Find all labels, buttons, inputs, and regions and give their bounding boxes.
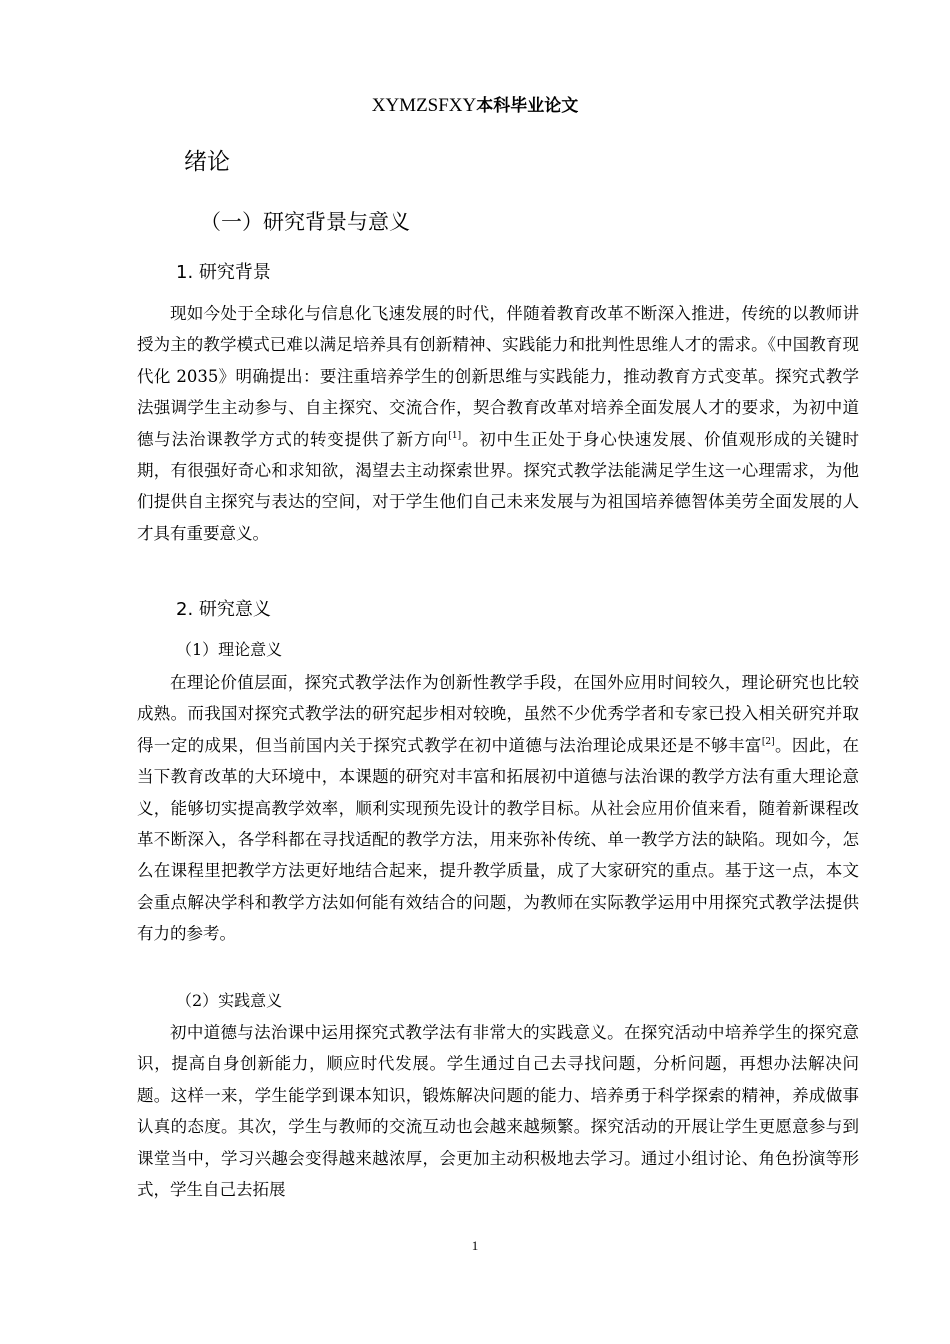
paragraph-text: 现如今处于全球化与信息化飞速发展的时代，伴随着教育改革不断深入推进，传统的以教师讲授为主的教学模式已难以满足培养具有创新精神、实践能力和批判性思维人才的需求。《中国教育现代化 2035》明确提出：要注重培养学生的创新思维与实践能力，推动教育方式变革。探究式教学法强调学生主动参与、自主探究、交流合作，契合教育改革对培养全面发展人才的要求，为初中道德与法治课教学方式的转变提供了新方向: [137, 304, 859, 449]
citation-marker: [2]: [761, 736, 775, 747]
running-header: [0, 94, 950, 118]
paragraph-theory-significance: [137, 667, 859, 950]
section-title: （一）研究背景与意义: [200, 210, 410, 234]
heading-theory-significance: （1）理论意义: [176, 640, 283, 659]
header-title: 本科毕业论文: [476, 96, 579, 116]
citation-marker: [1]: [448, 430, 462, 441]
paragraph-text: 在理论价值层面，探究式教学法作为创新性教学手段，在国外应用时间较久，理论研究也比较成熟。而我国对探究式教学法的研究起步相对较晚，虽然不少优秀学者和专家已投入相关研究并取得一定的成果，但当前国内关于探究式教学在初中道德与法治理论成果还是不够丰富: [137, 673, 859, 755]
page-number: 1: [471, 1238, 479, 1253]
paragraph-text: 。因此，在当下教育改革的大环境中，本课题的研究对丰富和拓展初中道德与法治课的教学方法有重大理论意义，能够切实提高教学效率，顺利实现预先设计的教学目标。从社会应用价值来看，随着新课程改革不断深入，各学科都在寻找适配的教学方法，用来弥补传统、单一教学方法的缺陷。现如今，怎么在课程里把教学方法更好地结合起来，提升教学质量，成了大家研究的重点。基于这一点，本文会重点解决学科和教学方法如何能有效结合的问题，为教师在实际教学运用中用探究式教学法提供有力的参考。: [137, 735, 860, 944]
subsection-title-background: 1. 研究背景: [176, 262, 271, 283]
paragraph-background: [137, 298, 859, 549]
paragraph-text: 初中道德与法治课中运用探究式教学法有非常大的实践意义。在探究活动中培养学生的探究意识，提高自身创新能力，顺应时代发展。学生通过自己去寻找问题，分析问题，再想办法解决问题。这样一来，学生能学到课本知识，锻炼解决问题的能力、培养勇于科学探索的精神，养成做事认真的态度。其次，学生与教师的交流互动也会越来越频繁。探究活动的开展让学生更愿意参与到课堂当中，学习兴趣会变得越来越浓厚，会更加主动积极地去学习。通过小组讨论、角色扮演等形式，学生自己去拓展: [137, 1023, 859, 1200]
paragraph-practice-significance: [137, 1017, 859, 1205]
header-code: XYMZSFXY: [371, 95, 477, 116]
subsection-title-significance: 2. 研究意义: [176, 599, 271, 620]
chapter-title: 绪论: [184, 149, 230, 175]
paragraph-text: 。初中生正处于身心快速发展、价值观形成的关键时期，有很强好奇心和求知欲，渴望去主动探索世界。探究式教学法能满足学生这一心理需求，为他们提供自主探究与表达的空间，对于学生他们自己未来发展与为祖国培养德智体美劳全面发展的人才具有重要意义。: [137, 429, 860, 543]
heading-practice-significance: （2）实践意义: [176, 991, 283, 1010]
